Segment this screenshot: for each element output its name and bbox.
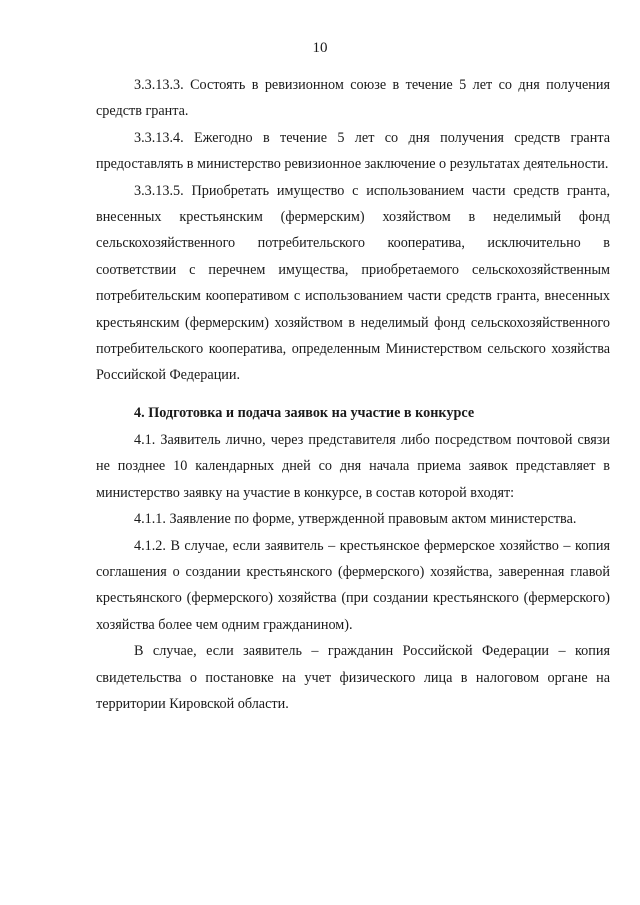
paragraph-4-1-1: 4.1.1. Заявление по форме, утвержденной правовым актом министерства. xyxy=(134,511,577,528)
section-heading: 4. Подготовка и подача заявок на участие в конкурсе xyxy=(134,404,475,421)
document-body xyxy=(96,72,610,717)
paragraph-4-1: 4.1. Заявитель лично, через представителя либо посредством почтовой связи не позднее 10 календарных дней со дня начала приема заявок представляет в министерство заявку на участие в конкурсе, в состав которой входят: xyxy=(96,431,610,501)
paragraph-3-3-13-3: 3.3.13.3. Состоять в ревизионном союзе в течение 5 лет со дня получения средств гранта. xyxy=(96,77,610,120)
paragraph-4-1-2: 4.1.2. В случае, если заявитель – крестьянское фермерское хозяйство – копия соглашения о создании крестьянского (фермерского) хозяйства, заверенная главой крестьянского (фермерского) хозяйства (при создании крестьянского (фермерского) хозяйства более чем одним гражданином). xyxy=(96,537,610,633)
paragraph-citizen-case: В случае, если заявитель – гражданин Российской Федерации – копия свидетельства о постановке на учет физического лица в налоговом органе на территории Кировской области. xyxy=(96,643,610,712)
paragraph-3-3-13-4: 3.3.13.4. Ежегодно в течение 5 лет со дня получения средств гранта предоставлять в министерство ревизионное заключение о результатах деятельности. xyxy=(96,129,610,173)
page-number: 10 xyxy=(312,40,328,56)
paragraph-3-3-13-5: 3.3.13.5. Приобретать имущество с использованием части средств гранта, внесенных крестьянским (фермерским) хозяйством в неделимый фонд сельскохозяйственного потребительского кооператива, исключительно в соответствии с перечнем имущества, приобретаемого сельскохозяйственным потребительским кооперативом с использованием части средств гранта, внесенных крестьянским (фермерским) хозяйством в неделимый фонд сельскохозяйственного потребительского кооператива, определенным Министерством сельского хозяйства Российской Федерации. xyxy=(96,182,610,384)
